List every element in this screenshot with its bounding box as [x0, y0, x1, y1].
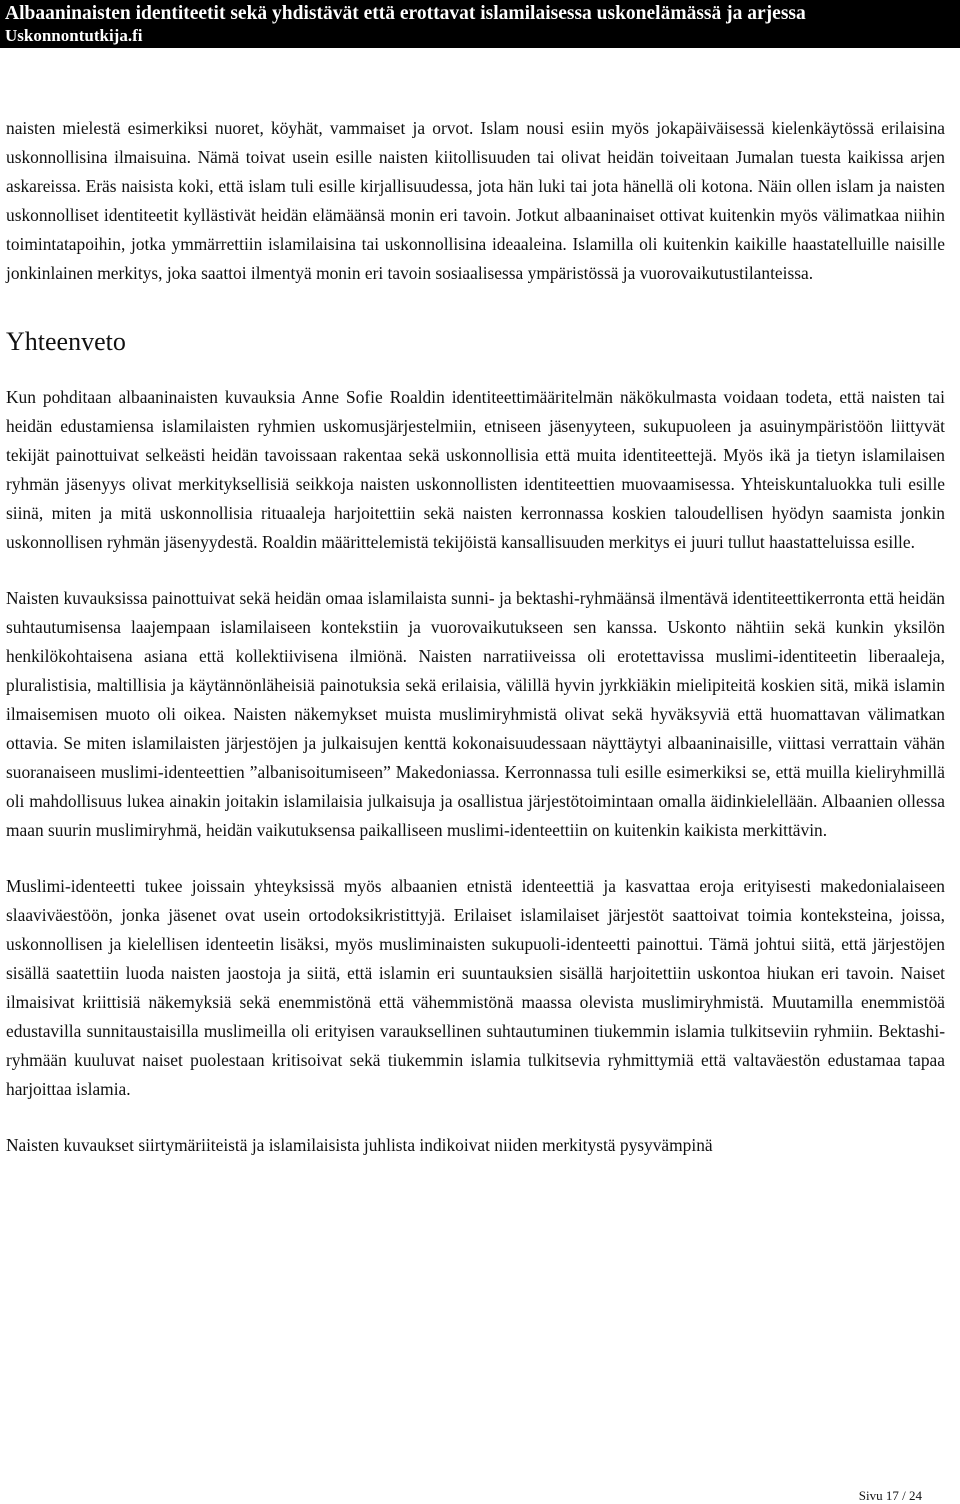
paragraph-1: Kun pohditaan albaaninaisten kuvauksia Anne Sofie Roaldin identiteettimääritelmän näkökulmasta voidaan todeta, että naisten tai heidän edustamiensa islamilaisten ryhmien uskomusjärjestelmiin, etniseen jäsenyyteen, sukupuoleen ja asuinympäristöön liittyvät tekijät painottuivat selkeästi heidän tavoissaan rakentaa sekä uskonnollisia että muita identiteettejä. Myös ikä ja tietyn islamilaisen ryhmän jäsenyys olivat merkityksellisiä seikkoja naisten uskonnollisten identiteettien muovaamisessa. Yhteiskuntaluokka tuli esille siinä, miten ja mitä uskonnollisia rituaaleja harjoitettiin sekä naisten kerronnassa koskien taloudellisen hyödyn saamista jonkin uskonnollisen ryhmän jäsenyydestä. Roaldin määrittelemistä tekijöistä kansallisuuden merkitys ei juuri tullut haastatteluissa esille.	[6, 387, 945, 552]
paragraph-3: Muslimi-identeetti tukee joissain yhteyksissä myös albaanien etnistä identeettiä ja kasvattaa eroja erityisesti makedonialaiseen slaaviväestöön, jonka jäsenet ovat usein ortodoksikristittyjä. Erilaiset islamilaiset järjestöt saattoivat toimia konteksteina, joissa, uskonnollisen ja kielellisen identeetin lisäksi, myös musliminaisten sukupuoli-identeetti painottui. Tämä johtui siitä, että järjestöjen sisällä saatettiin luoda naisten jaostoja ja siitä, että islamin eri suuntauksien sisällä harjoitettiin uskontoa hiukan eri tavoin. Naiset ilmaisivat kriittisiä näkemyksiä sekä enemmistönä että vähemmistönä maassa olevista muslimiryhmistä. Muutamilla enemmistöä edustavilla sunnitaustaisilla muslimeilla oli erityisen varauksellinen suhtautuminen tiukemmin islamia tulkitseviin ryhmiin. Bektashi-ryhmään kuuluvat naiset puolestaan kritisoivat sekä tiukemmin islamia tulkitsevia ryhmittymiä että valtaväestön edustamaa tapaa harjoittaa islamia.	[6, 876, 945, 1099]
paragraph-2: Naisten kuvauksissa painottuivat sekä heidän omaa islamilaista sunni- ja bektashi-ryhmäänsä ilmentävä identiteettikerronta että heidän suhtautumisensa laajempaan islamilaiseen kontekstiin ja vuorovaikutukseen sen kanssa. Uskonto nähtiin sekä kunkin yksilön henkilökohtaisena asiana että kollektiivisena ilmiönä. Naisten narratiiveissa oli erotettavissa muslimi-identiteetin liberaaleja, pluralistisia, maltillisia ja käytännönläheisiä painotuksia sekä erilaisia, välillä hyvin jyrkkiäkin mielipiteitä koskien sitä, mikä islamin ilmaisemisen muoto oli oikea. Naisten näkemykset muista muslimiryhmistä olivat sekä hyväksyviä että huomattavan välimatkan ottavia. Se miten islamilaisten järjestöjen ja julkaisujen kenttä kokonaisuudessaan näyttäytyi albaaninaisille, viittasi verrattain vähän suoranaiseen muslimi-identeettien ”albanisoitumiseen” Makedoniassa. Kerronnassa tuli esille esimerkiksi se, että muilla kieliryhmillä oli mahdollisuus lukea ainakin joitakin islamilaisia julkaisuja ja osallistua järjestötoimintaan omalla äidinkielellään. Albaanien ollessa maan suurin muslimiryhmä, heidän vaikutuksensa paikalliseen muslimi-identeettiin on kuitenkin kaikista merkittävin.	[6, 588, 945, 840]
section-heading: Yhteenveto	[6, 327, 126, 356]
site-name: Uskonnontutkija.fi	[5, 26, 143, 45]
document-title: Albaaninaisten identiteetit sekä yhdistävät että erottavat islamilaisessa uskonelämässä ja arjessa	[5, 3, 806, 24]
paragraph-intro: naisten mielestä esimerkiksi nuoret, köyhät, vammaiset ja orvot. Islam nousi esiin myös jokapäiväisessä kielenkäytössä erilaisina uskonnollisina ilmaisuina. Nämä toivat usein esille naisten kiitollisuuden tai olivat heidän toiveitaan Jumalan tuesta kaikissa arjen askareissa. Eräs naisista koki, että islam tuli esille kirjallisuudessa, jota hän luki tai jota hänellä oli kotona. Näin ollen islam ja naisten uskonnolliset identiteetit kyllästivät heidän elämäänsä monin eri tavoin. Jotkut albaaninaiset ottivat kuitenkin myös välimatkaa niihin toimintatapoihin, jotka ymmärrettiin islamilaisina tai uskonnollisina ideaaleina. Islamilla oli kuitenkin kaikille haastatelluille naisille jonkinlainen merkitys, joka saattoi ilmentyä monin eri tavoin sosiaalisessa ympäristössä ja vuorovaikutustilanteissa.	[6, 118, 945, 283]
paragraph-4: Naisten kuvaukset siirtymäriiteistä ja islamilaisista juhlista indikoivat niiden merkitystä pysyvämpinä	[6, 1135, 713, 1155]
page-number: Sivu 17 / 24	[858, 1488, 922, 1503]
page-header	[0, 0, 960, 48]
document-body	[6, 114, 945, 1187]
